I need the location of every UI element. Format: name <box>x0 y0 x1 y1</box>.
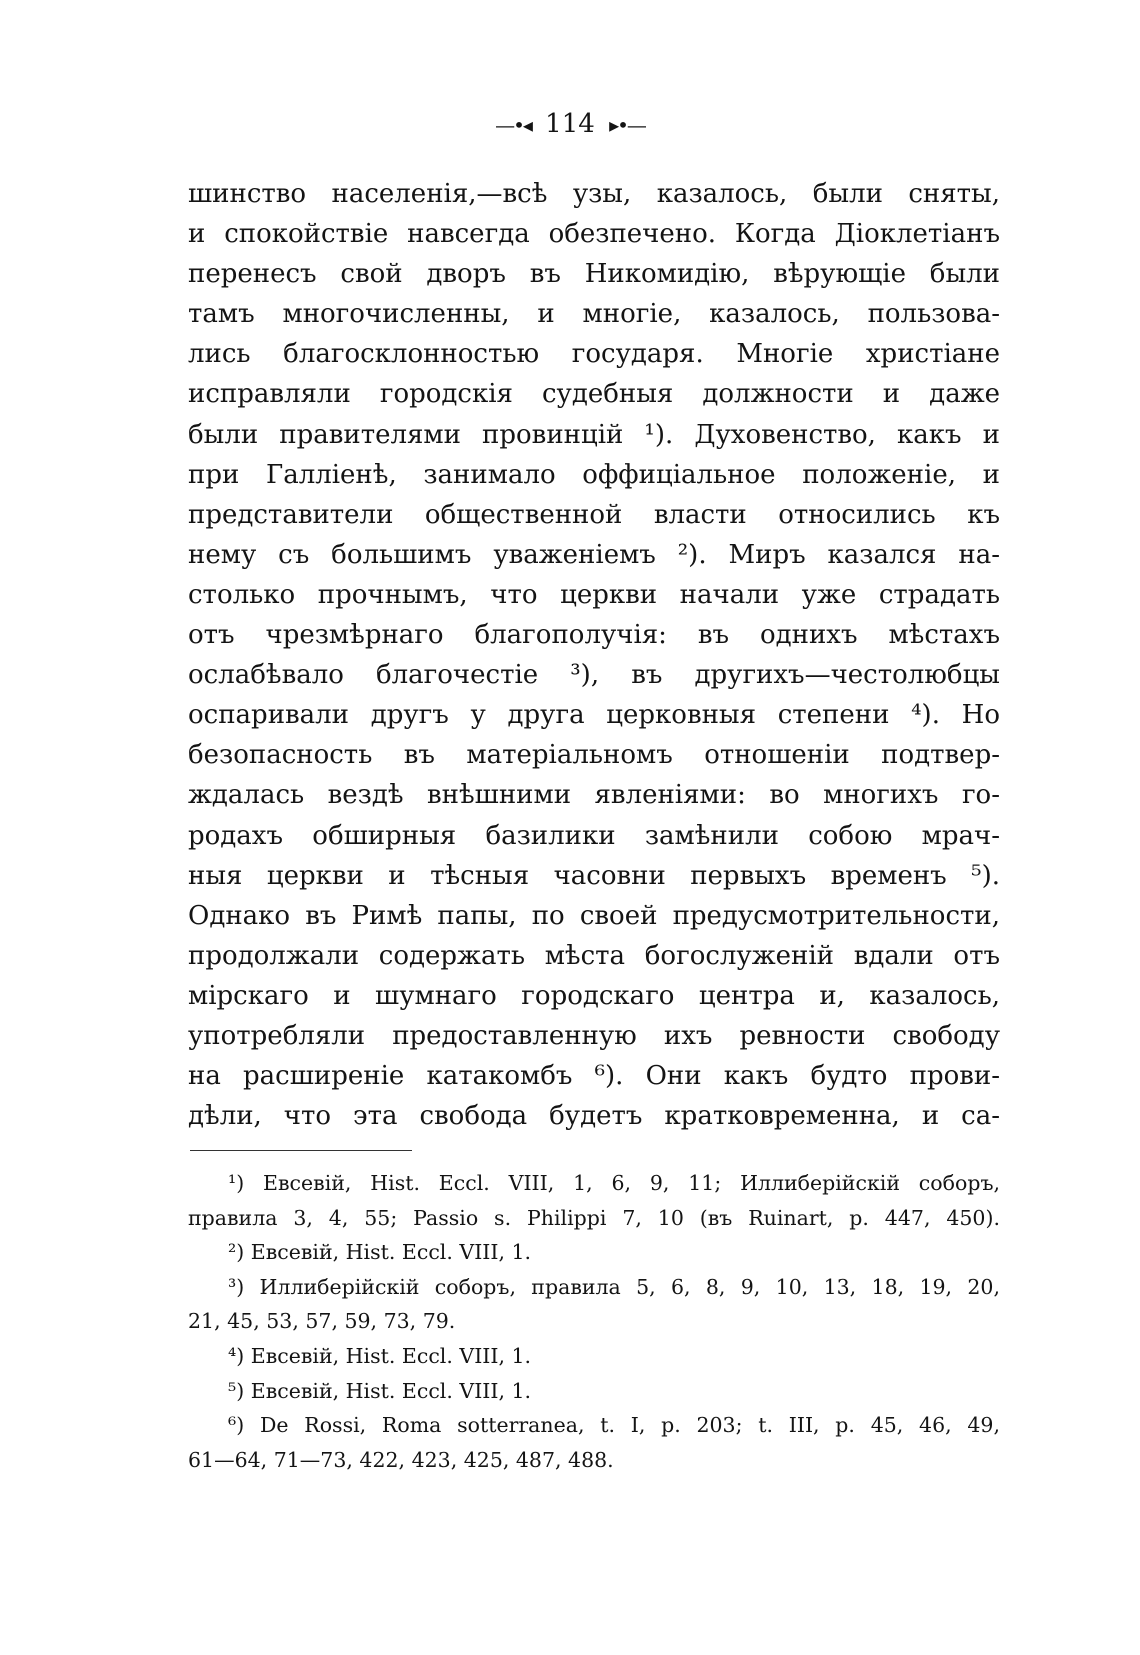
body-line: были правителями провинцій ¹). Духовенство, какъ и <box>188 419 1000 450</box>
body-line: продолжали содержать мѣста богослуженій вдали отъ <box>188 940 1000 971</box>
footnote-line: ³) Иллиберійскій соборъ, правила 5, 6, 8, 9, 10, 13, 18, 19, 20, <box>228 1274 1000 1299</box>
page-header <box>0 108 1140 141</box>
footnote-line: ²) Евсевій, Hist. Eccl. VIII, 1. <box>228 1240 532 1265</box>
body-line: и спокойствіе навсегда обезпечено. Когда Діоклетіанъ <box>188 219 1000 250</box>
body-line: оспаривали другъ у друга церковныя степени ⁴). Но <box>188 700 1000 731</box>
body-line: перенесъ свой дворъ въ Никомидію, вѣрующіе были <box>188 259 1000 290</box>
body-line: лись благосклонностью государя. Многіе христіане <box>188 339 1000 370</box>
footnote-line: ⁴) Евсевій, Hist. Eccl. VIII, 1. <box>228 1343 532 1368</box>
body-line: дѣли, что эта свобода будетъ кратковременна, и са- <box>188 1101 1000 1132</box>
footnote-line: 21, 45, 53, 57, 59, 73, 79. <box>188 1309 456 1334</box>
footnote-line: ⁶) De Rossi, Roma sotterranea, t. I, p. 203; t. III, p. 45, 46, 49, <box>228 1413 1000 1438</box>
page-number: 114 <box>545 109 595 139</box>
main-text <box>188 174 1000 1136</box>
body-line: представители общественной власти относились къ <box>188 499 1000 530</box>
body-line: шинство населенія,—всѣ узы, казалось, были сняты, <box>188 179 1000 209</box>
body-line: на расширеніе катакомбъ ⁶). Они какъ будто прови- <box>188 1061 1000 1092</box>
body-line: ныя церкви и тѣсныя часовни первыхъ временъ ⁵). <box>188 860 1000 891</box>
body-line: безопасность въ матеріальномъ отношеніи подтвер- <box>188 740 1000 771</box>
body-line: исправляли городскія судебныя должности и даже <box>188 379 1000 410</box>
header-ornament-left: —•◂ <box>495 113 531 137</box>
body-line: ослабѣвало благочестіе ³), въ другихъ—честолюбцы <box>188 660 1000 691</box>
header-ornament-right: ▸•— <box>609 113 645 137</box>
footnotes <box>188 1166 1000 1477</box>
footnote-line: правила 3, 4, 55; Passio s. Philippi 7, 10 (въ Ruinart, p. 447, 450). <box>188 1205 1000 1230</box>
body-line: столько прочнымъ, что церкви начали уже страдать <box>188 579 1000 610</box>
footnote-line: ⁵) Евсевій, Hist. Eccl. VIII, 1. <box>228 1378 532 1403</box>
body-line: употребляли предоставленную ихъ ревности свободу <box>188 1020 1000 1051</box>
body-line: Однако въ Римѣ папы, по своей предусмотрительности, <box>188 900 1000 931</box>
footnote-line: ¹) Евсевій, Hist. Eccl. VIII, 1, 6, 9, 11; Иллиберійскій соборъ, <box>228 1171 1000 1195</box>
footnote-line: 61—64, 71—73, 422, 423, 425, 487, 488. <box>188 1447 614 1472</box>
body-line: родахъ обширныя базилики замѣнили собою мрач- <box>188 820 1000 851</box>
body-line: нему съ большимъ уваженіемъ ²). Миръ казался на- <box>188 539 1000 570</box>
footnote-divider <box>190 1150 412 1151</box>
body-line: отъ чрезмѣрнаго благополучія: въ однихъ мѣстахъ <box>188 620 1000 651</box>
body-line: тамъ многочисленны, и многіе, казалось, пользова- <box>188 299 1000 330</box>
body-line: при Галліенѣ, занимало оффиціальное положеніе, и <box>188 459 1000 490</box>
body-line: ждалась вездѣ внѣшними явленіями: во многихъ го- <box>188 780 1000 811</box>
body-line: мірскаго и шумнаго городскаго центра и, казалось, <box>188 980 1000 1011</box>
